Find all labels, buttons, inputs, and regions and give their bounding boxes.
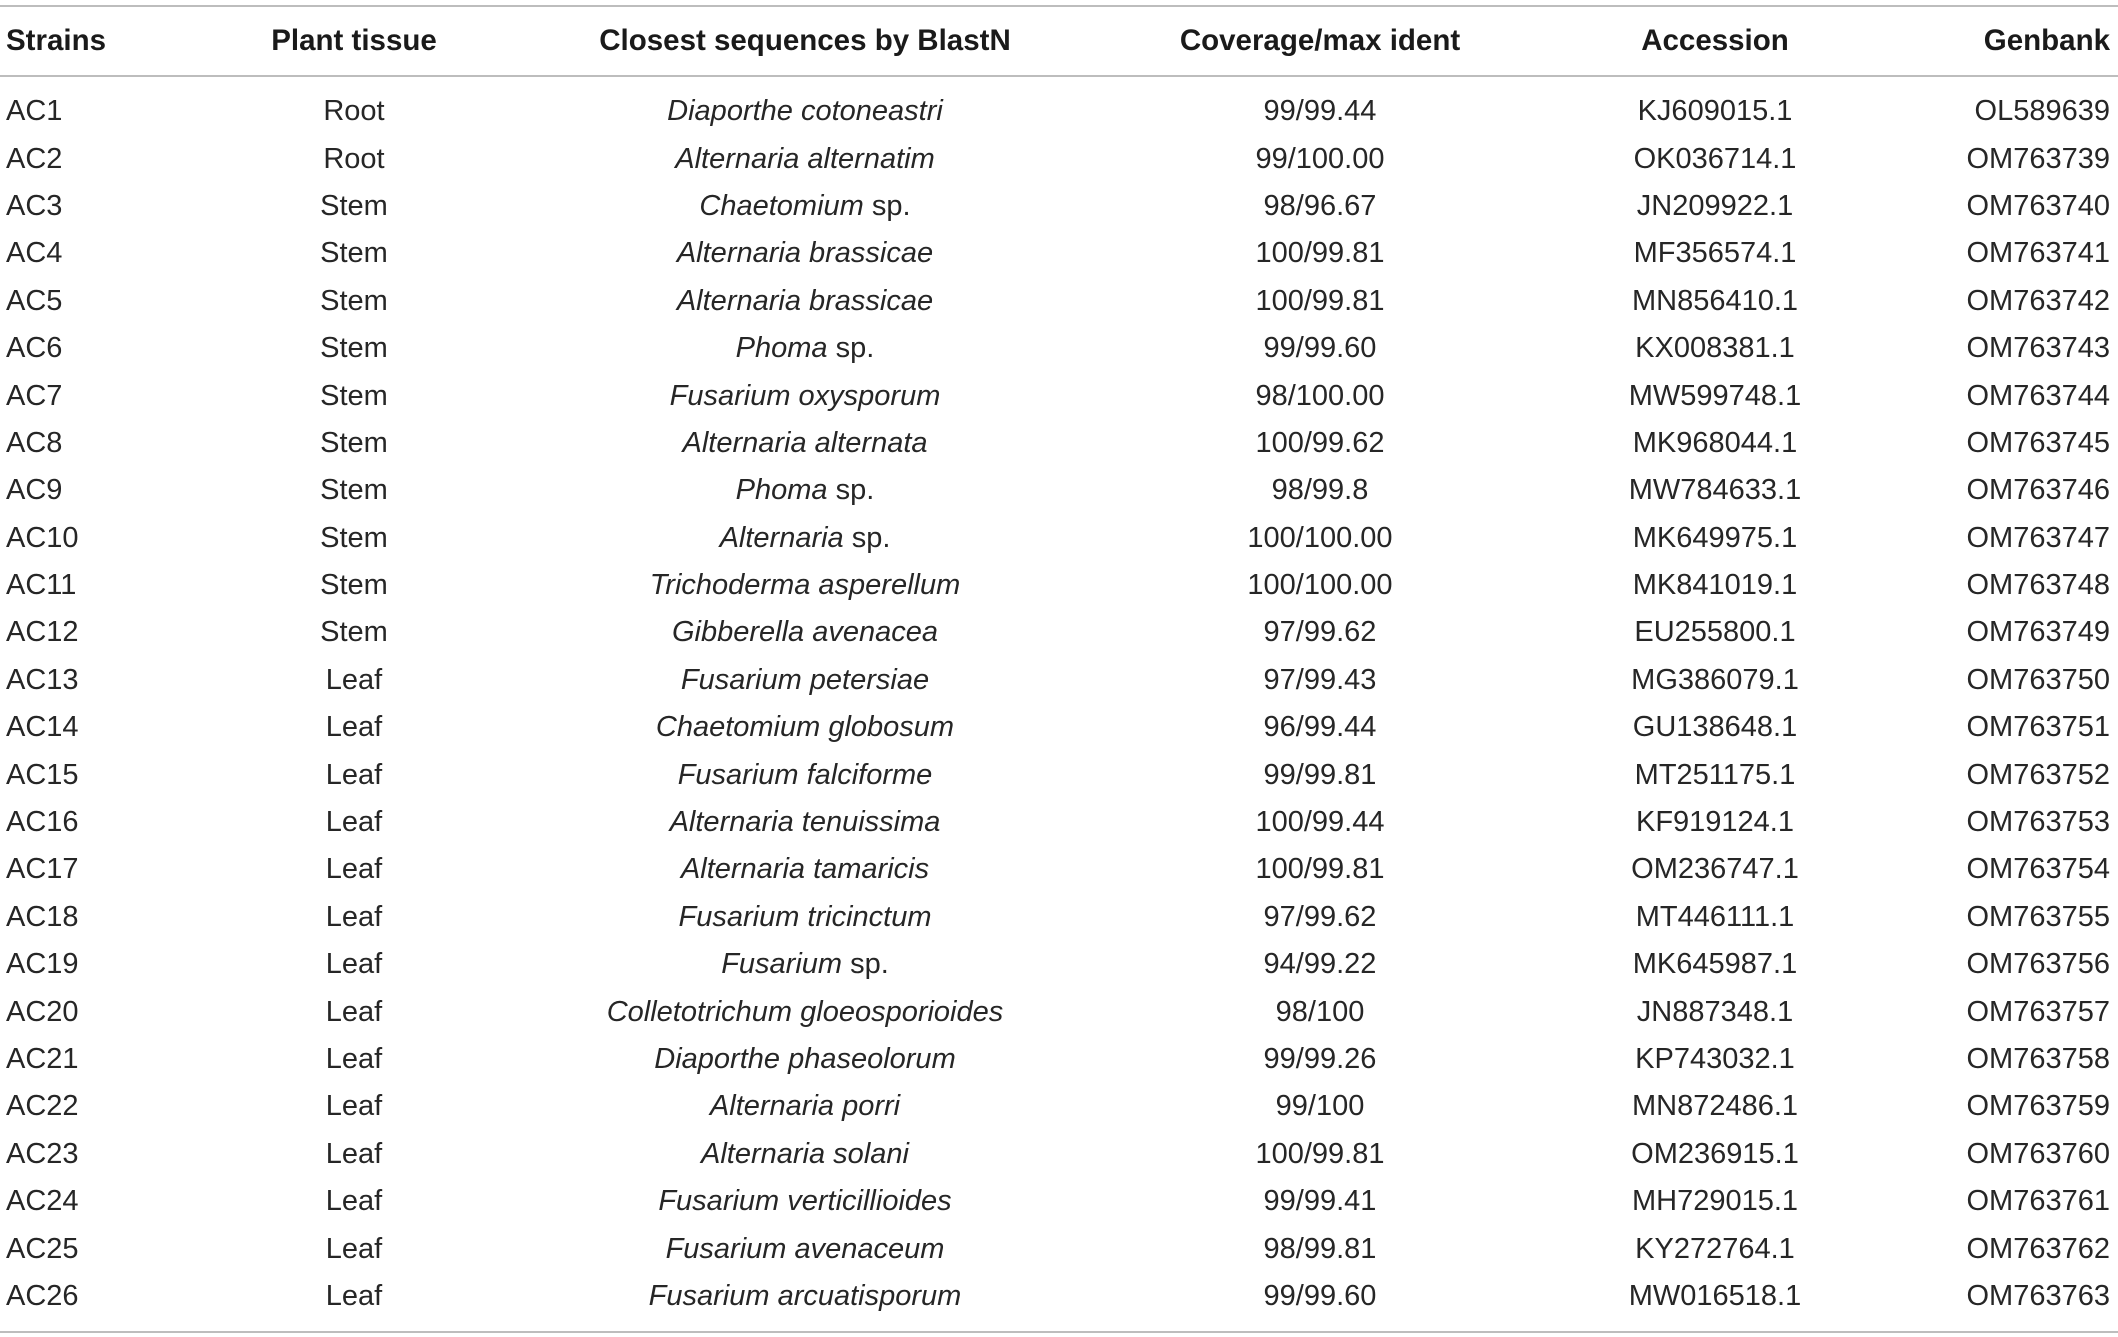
cell-strain: AC24	[6, 1185, 79, 1218]
cell-closest-sequence	[555, 372, 1055, 419]
cell-coverage: 99/99.81	[1263, 758, 1377, 791]
cell-plant-tissue: Leaf	[325, 711, 383, 744]
cell-strain: AC15	[6, 758, 79, 791]
species-name: Alternaria tamaricis	[680, 853, 930, 886]
cell-genbank: OM763744	[1966, 379, 2110, 412]
cell-plant-tissue: Leaf	[325, 663, 383, 696]
cell-closest-sequence	[555, 420, 1055, 467]
cell-closest-sequence	[555, 562, 1055, 609]
cell-genbank: OM763749	[1966, 616, 2110, 649]
cell-strain: AC22	[6, 1090, 79, 1123]
cell-closest-sequence	[555, 846, 1055, 893]
cell-plant-tissue: Leaf	[325, 900, 383, 933]
table-row	[0, 135, 2118, 182]
cell-closest-sequence	[555, 1273, 1055, 1320]
cell-accession: MK968044.1	[1632, 426, 1798, 459]
table-row	[0, 799, 2118, 846]
cell-genbank: OM763754	[1966, 853, 2110, 886]
cell-coverage: 100/100.00	[1247, 521, 1393, 554]
cell-closest-sequence	[555, 515, 1055, 562]
cell-genbank: OM763763	[1966, 1279, 2110, 1312]
table-header	[0, 5, 2118, 76]
species-name: Diaporthe phaseolorum	[654, 1043, 956, 1075]
cell-genbank: OM763751	[1966, 711, 2110, 744]
cell-coverage: 99/100.00	[1255, 142, 1385, 175]
species-name: Alternaria porri	[709, 1090, 901, 1123]
cell-plant-tissue: Leaf	[325, 758, 383, 791]
species-name: Fusarium oxysporum	[669, 379, 941, 412]
cell-strain: AC13	[6, 663, 79, 696]
table-row	[0, 609, 2118, 656]
cell-closest-sequence	[555, 1131, 1055, 1178]
table-row	[0, 420, 2118, 467]
table-row	[0, 183, 2118, 230]
species-name: Alternaria solani	[701, 1137, 909, 1170]
table-row	[0, 88, 2118, 135]
cell-plant-tissue: Leaf	[325, 1279, 383, 1312]
header-plant-tissue: Plant tissue	[271, 23, 437, 57]
cell-coverage: 98/100	[1275, 995, 1365, 1028]
cell-genbank: OM763752	[1966, 758, 2110, 791]
species-name: Fusarium petersiae	[680, 663, 930, 696]
species-suffix: sp.	[842, 948, 889, 981]
cell-coverage: 96/99.44	[1263, 711, 1377, 744]
cell-strain: AC6	[6, 332, 63, 365]
cell-coverage: 100/99.81	[1255, 853, 1385, 886]
cell-closest-sequence	[555, 325, 1055, 372]
cell-plant-tissue: Root	[323, 142, 385, 175]
species-name: Alternaria brassicae	[676, 284, 934, 317]
cell-genbank: OM763745	[1966, 426, 2110, 459]
cell-genbank: OM763760	[1966, 1137, 2110, 1170]
species-name: Gibberella avenacea	[671, 616, 938, 649]
cell-plant-tissue: Leaf	[325, 948, 383, 981]
species-name: Alternaria	[719, 521, 844, 554]
cell-strain: AC2	[6, 142, 63, 175]
cell-strain: AC18	[6, 900, 79, 933]
species-name: Fusarium avenaceum	[665, 1232, 945, 1265]
cell-closest-sequence	[555, 894, 1055, 941]
cell-strain: AC7	[6, 379, 63, 412]
cell-coverage: 100/100.00	[1247, 569, 1393, 602]
cell-coverage: 99/99.44	[1263, 95, 1377, 128]
table-row	[0, 988, 2118, 1035]
cell-accession: KJ609015.1	[1637, 95, 1793, 128]
cell-closest-sequence	[555, 183, 1055, 230]
species-name: Fusarium arcuatisporum	[648, 1279, 962, 1312]
cell-closest-sequence	[555, 988, 1055, 1035]
header-coverage: Coverage/max ident	[1179, 23, 1461, 57]
cell-accession: GU138648.1	[1632, 711, 1798, 744]
cell-closest-sequence	[555, 751, 1055, 798]
cell-plant-tissue: Stem	[320, 332, 388, 365]
table-row	[0, 941, 2118, 988]
species-name: Chaetomium globosum	[655, 711, 955, 744]
cell-closest-sequence	[555, 799, 1055, 846]
cell-accession: KF919124.1	[1635, 806, 1794, 839]
cell-plant-tissue: Stem	[320, 284, 388, 317]
table-row	[0, 657, 2118, 704]
header-closest-sequences: Closest sequences by BlastN	[599, 23, 1011, 57]
species-name: Alternaria brassicae	[676, 237, 934, 270]
cell-genbank: OM763743	[1966, 332, 2110, 365]
cell-strain: AC11	[6, 569, 77, 602]
cell-closest-sequence	[555, 941, 1055, 988]
header-rule	[0, 75, 2118, 77]
species-name: Fusarium verticillioides	[658, 1185, 952, 1218]
cell-coverage: 100/99.81	[1255, 284, 1385, 317]
cell-accession: MG386079.1	[1631, 663, 1799, 696]
cell-coverage: 98/100.00	[1255, 379, 1385, 412]
cell-closest-sequence	[555, 657, 1055, 704]
cell-strain: AC1	[6, 95, 63, 128]
cell-accession: MN872486.1	[1631, 1090, 1799, 1123]
cell-genbank: OM763739	[1966, 142, 2110, 175]
cell-coverage: 98/99.8	[1271, 474, 1369, 507]
cell-plant-tissue: Leaf	[325, 1043, 383, 1075]
table-row	[0, 1131, 2118, 1178]
cell-genbank: OM763756	[1966, 948, 2110, 981]
cell-accession: OK036714.1	[1633, 142, 1797, 175]
header-accession: Accession	[1641, 23, 1789, 57]
cell-closest-sequence	[555, 1225, 1055, 1272]
cell-strain: AC9	[6, 474, 63, 507]
table-bottom-rule	[0, 1331, 2118, 1333]
cell-coverage: 99/100	[1275, 1090, 1365, 1123]
species-name: Trichoderma asperellum	[649, 569, 961, 602]
cell-plant-tissue: Leaf	[325, 1137, 383, 1170]
cell-accession: KX008381.1	[1635, 332, 1795, 365]
cell-closest-sequence	[555, 1036, 1055, 1083]
cell-accession: MK645987.1	[1632, 948, 1798, 981]
cell-accession: MW599748.1	[1628, 379, 1802, 412]
table-row	[0, 515, 2118, 562]
cell-plant-tissue: Leaf	[325, 1185, 383, 1218]
cell-accession: OM236915.1	[1631, 1137, 1799, 1170]
cell-genbank: OM763747	[1966, 521, 2110, 554]
cell-genbank: OM763753	[1966, 806, 2110, 839]
cell-accession: MK841019.1	[1632, 569, 1798, 602]
cell-closest-sequence	[555, 1083, 1055, 1130]
cell-plant-tissue: Stem	[320, 474, 388, 507]
table-row	[0, 1083, 2118, 1130]
cell-strain: AC4	[6, 237, 63, 270]
cell-plant-tissue: Leaf	[325, 1090, 383, 1123]
cell-genbank: OL589639	[1974, 95, 2110, 128]
species-name: Diaporthe cotoneastri	[667, 95, 943, 128]
species-name: Alternaria alternatim	[675, 142, 935, 175]
table-row	[0, 846, 2118, 893]
species-suffix: sp.	[827, 332, 875, 365]
cell-closest-sequence	[555, 704, 1055, 751]
species-suffix: sp.	[827, 474, 875, 507]
cell-accession: JN887348.1	[1636, 995, 1794, 1028]
cell-plant-tissue: Stem	[320, 426, 388, 459]
cell-genbank: OM763748	[1966, 569, 2110, 602]
cell-plant-tissue: Leaf	[325, 853, 383, 886]
cell-genbank: OM763762	[1966, 1232, 2110, 1265]
cell-strain: AC3	[6, 189, 63, 222]
cell-closest-sequence	[555, 467, 1055, 514]
cell-strain: AC8	[6, 426, 63, 459]
table-row	[0, 1036, 2118, 1083]
cell-plant-tissue: Leaf	[325, 1232, 383, 1265]
cell-accession: JN209922.1	[1636, 189, 1794, 222]
cell-plant-tissue: Stem	[320, 379, 388, 412]
species-name: Fusarium falciforme	[677, 758, 933, 791]
cell-strain: AC16	[6, 806, 79, 839]
cell-strain: AC17	[6, 853, 79, 886]
cell-strain: AC25	[6, 1232, 79, 1265]
cell-coverage: 100/99.81	[1255, 237, 1385, 270]
species-name: Alternaria tenuissima	[669, 806, 941, 839]
cell-coverage: 98/99.81	[1263, 1232, 1377, 1265]
cell-genbank: OM763740	[1966, 189, 2110, 222]
cell-strain: AC12	[6, 616, 79, 649]
cell-genbank: OM763755	[1966, 900, 2110, 933]
cell-strain: AC20	[6, 995, 79, 1028]
cell-genbank: OM763759	[1966, 1090, 2110, 1123]
table-row	[0, 894, 2118, 941]
cell-accession: MW016518.1	[1628, 1279, 1802, 1312]
cell-genbank: OM763758	[1966, 1043, 2110, 1075]
cell-coverage: 97/99.62	[1263, 900, 1377, 933]
cell-plant-tissue: Leaf	[325, 995, 383, 1028]
table-body	[0, 88, 2118, 1320]
cell-genbank: OM763746	[1966, 474, 2110, 507]
species-name: Fusarium tricinctum	[678, 900, 932, 933]
cell-accession: KP743032.1	[1635, 1043, 1795, 1075]
cell-coverage: 98/96.67	[1263, 189, 1377, 222]
header-genbank: Genbank	[1983, 23, 2110, 57]
cell-closest-sequence	[555, 278, 1055, 325]
table-row	[0, 704, 2118, 751]
species-name: Phoma	[735, 474, 828, 507]
table-row	[0, 278, 2118, 325]
cell-plant-tissue: Stem	[320, 616, 388, 649]
species-name: Chaetomium	[699, 189, 864, 222]
cell-genbank: OM763741	[1966, 237, 2110, 270]
table-row	[0, 467, 2118, 514]
cell-coverage: 99/99.60	[1263, 332, 1377, 365]
cell-strain: AC26	[6, 1279, 79, 1312]
cell-strain: AC21	[6, 1043, 79, 1075]
table-row	[0, 325, 2118, 372]
header-strains: Strains	[6, 23, 107, 57]
cell-accession: MN856410.1	[1631, 284, 1799, 317]
table-row	[0, 562, 2118, 609]
table-row	[0, 751, 2118, 798]
table-row	[0, 1273, 2118, 1320]
species-name: Fusarium	[721, 948, 843, 981]
cell-genbank: OM763761	[1966, 1185, 2110, 1218]
cell-plant-tissue: Root	[323, 95, 385, 128]
species-name: Phoma	[735, 332, 828, 365]
cell-closest-sequence	[555, 1178, 1055, 1225]
cell-coverage: 99/99.60	[1263, 1279, 1377, 1312]
cell-closest-sequence	[555, 135, 1055, 182]
cell-closest-sequence	[555, 230, 1055, 277]
cell-coverage: 97/99.43	[1263, 663, 1377, 696]
cell-plant-tissue: Stem	[320, 569, 388, 602]
cell-closest-sequence	[555, 88, 1055, 135]
table-row	[0, 372, 2118, 419]
cell-accession: OM236747.1	[1631, 853, 1799, 886]
cell-genbank: OM763750	[1966, 663, 2110, 696]
table-row	[0, 1178, 2118, 1225]
cell-accession: MK649975.1	[1632, 521, 1798, 554]
cell-accession: MT446111.1	[1635, 900, 1795, 933]
cell-accession: MT251175.1	[1634, 758, 1796, 791]
species-suffix: sp.	[843, 521, 891, 554]
cell-coverage: 97/99.62	[1263, 616, 1377, 649]
cell-coverage: 99/99.26	[1263, 1043, 1377, 1075]
cell-genbank: OM763757	[1966, 995, 2110, 1028]
cell-strain: AC23	[6, 1137, 79, 1170]
table-row	[0, 230, 2118, 277]
cell-coverage: 94/99.22	[1263, 948, 1377, 981]
cell-coverage: 99/99.41	[1263, 1185, 1377, 1218]
cell-strain: AC5	[6, 284, 63, 317]
species-suffix: sp.	[863, 189, 911, 222]
cell-accession: MF356574.1	[1633, 237, 1797, 270]
cell-plant-tissue: Leaf	[325, 806, 383, 839]
cell-accession: EU255800.1	[1634, 616, 1796, 649]
cell-plant-tissue: Stem	[320, 237, 388, 270]
cell-plant-tissue: Stem	[320, 521, 388, 554]
cell-accession: MW784633.1	[1628, 474, 1802, 507]
cell-coverage: 100/99.62	[1255, 426, 1385, 459]
cell-genbank: OM763742	[1966, 284, 2110, 317]
cell-closest-sequence	[555, 609, 1055, 656]
cell-plant-tissue: Stem	[320, 189, 388, 222]
species-name: Colletotrichum gloeosporioides	[606, 995, 1004, 1028]
table-row	[0, 1225, 2118, 1272]
cell-accession: MH729015.1	[1631, 1185, 1799, 1218]
species-name: Alternaria alternata	[682, 426, 928, 459]
cell-accession: KY272764.1	[1635, 1232, 1795, 1265]
cell-strain: AC14	[6, 711, 79, 744]
cell-strain: AC10	[6, 521, 79, 554]
cell-coverage: 100/99.81	[1255, 1137, 1385, 1170]
cell-strain: AC19	[6, 948, 79, 981]
cell-coverage: 100/99.44	[1255, 806, 1385, 839]
